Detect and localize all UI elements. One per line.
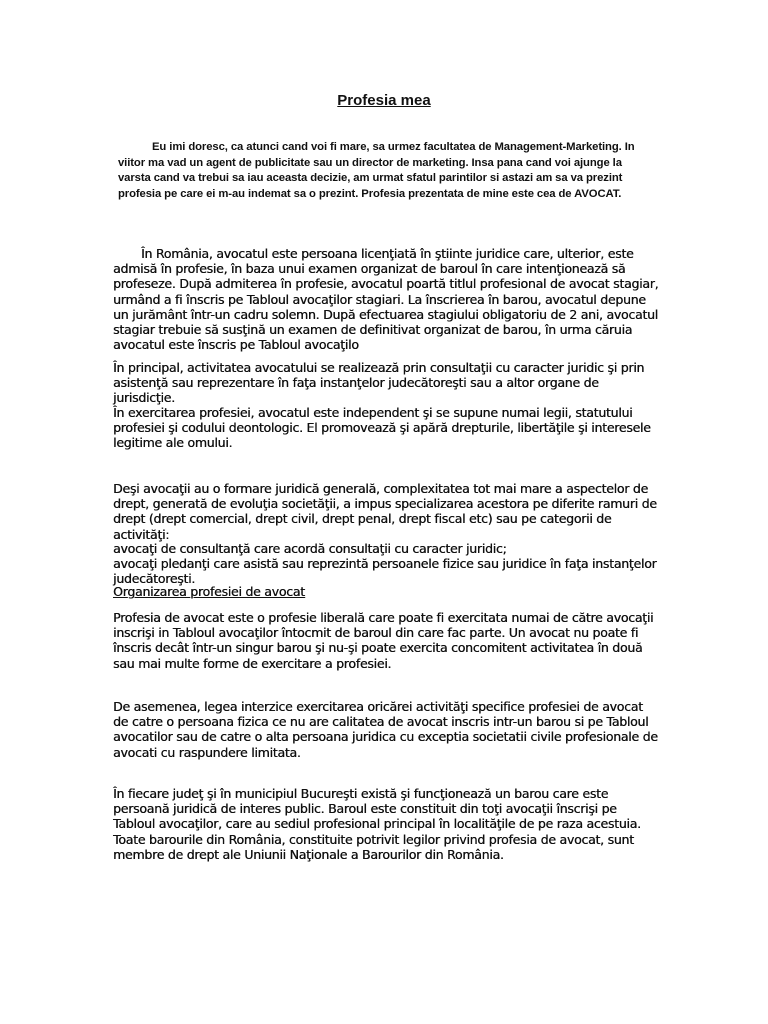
paragraph-consultanta-text: avocaţi de consultanţă care acordă consultaţii cu caracter juridic; (113, 541, 507, 556)
document-title: Profesia mea (337, 92, 431, 109)
paragraph-profesie-liberala (113, 610, 661, 671)
section-heading-text: Organizarea profesiei de avocat (113, 584, 305, 599)
paragraph-exercitarea-text: În exercitarea profesiei, avocatul este independent şi se supune numai legii, statutului profesiei şi codului deontologic. El promovează şi apără drepturile, libertăţile şi interesele legitime ale omului. (113, 405, 651, 451)
paragraph-principal-text: În principal, activitatea avocatului se realizează prin consultaţii cu caracter juridic şi prin asistenţă sau reprezentare în faţa instanţelor judecătoreşti sau a altor organe de jurisdicţie. (113, 360, 645, 406)
paragraph-barou-text: În fiecare judeţ şi în municipiul Bucureşti există şi funcţionează un barou care este persoană juridică de interes public. Baroul este constituit din toţi avocaţii înscrişi pe Tabloul avocaţilor, care au sediul profesional principal în localităţile de pe raza acestuia. Toate barourile din România, constituite potrivit legilor privind profesia de avocat, sunt membre de drept ale Uniunii Naţionale a Barourilor din România. (113, 786, 641, 862)
paragraph-principal (113, 360, 661, 406)
paragraph-specializare-text: Deşi avocaţii au o formare juridică generală, complexitatea tot mai mare a aspectelor de drept, generată de evoluţia societăţii, a impus specializarea acestora pe diferite ramuri de drept (drept comercial, drept civil, drept penal, drept fiscal etc) sau pe categorii de activităţi: (113, 481, 657, 542)
paragraph-barou (113, 786, 661, 862)
paragraph-interzice-text: De asemenea, legea interzice exercitarea oricărei activităţi specifice profesiei de avocat de catre o persoana fizica ce nu are calitatea de avocat inscris intr-un barou si pe Tabloul avocatilor sau de catre o alta persoana juridica cu exceptia societatii civile profesionale de avocati cu raspundere limitata. (113, 699, 658, 760)
paragraph-pledanti-text: avocaţi pledanţi care asistă sau reprezintă persoanele fizice sau juridice în faţa instanţelor judecătoreşti. (113, 556, 657, 587)
intro-text: Eu imi doresc, ca atunci cand voi fi mare, sa urmez facultatea de Management-Marketing. In viitor ma vad un agent de publicitate sau un director de marketing. Insa pana cand voi ajunge la varsta cand va trebui sa iau aceasta decizie, am urmat sfatul parintilor si astazi am sa va prezint profesia pe care ei m-au indemat sa o prezint. Profesia prezentata de mine este cea de AVOCAT. (118, 141, 635, 200)
intro-paragraph (118, 140, 654, 202)
section-heading (113, 584, 661, 599)
paragraph-pledanti (113, 556, 661, 586)
paragraph-consultanta (113, 541, 661, 556)
paragraph-exercitarea (113, 405, 661, 451)
paragraph-romania (113, 246, 661, 352)
paragraph-interzice (113, 699, 661, 760)
paragraph-romania-text: În România, avocatul este persoana licenţiată în ştiinte juridice care, ulterior, este admisă în profesie, în baza unui examen organizat de baroul în care intenţionează să profeseze. După admiterea în profesie, avocatul poartă titlul profesional de avocat stagiar, urmând a fi înscris pe Tabloul avocaţilor stagiari. La înscrierea în barou, avocatul depune un jurământ într-un cadru solemn. După efectuarea stagiului obligatoriu de 2 ani, avocatul stagiar trebuie să susţină un examen de definitivat organizat de barou, în urma căruia avocatul este înscris pe Tabloul avocaţilo (113, 246, 659, 353)
paragraph-profesie-liberala-text: Profesia de avocat este o profesie liberală care poate fi exercitata numai de către avocaţii inscrişi in Tabloul avocaţilor întocmit de baroul din care fac parte. Un avocat nu poate fi înscris decât într-un singur barou şi nu-şi poate exercita concomitent activitatea în două sau mai multe forme de exercitare a profesiei. (113, 610, 654, 671)
paragraph-specializare (113, 481, 661, 542)
